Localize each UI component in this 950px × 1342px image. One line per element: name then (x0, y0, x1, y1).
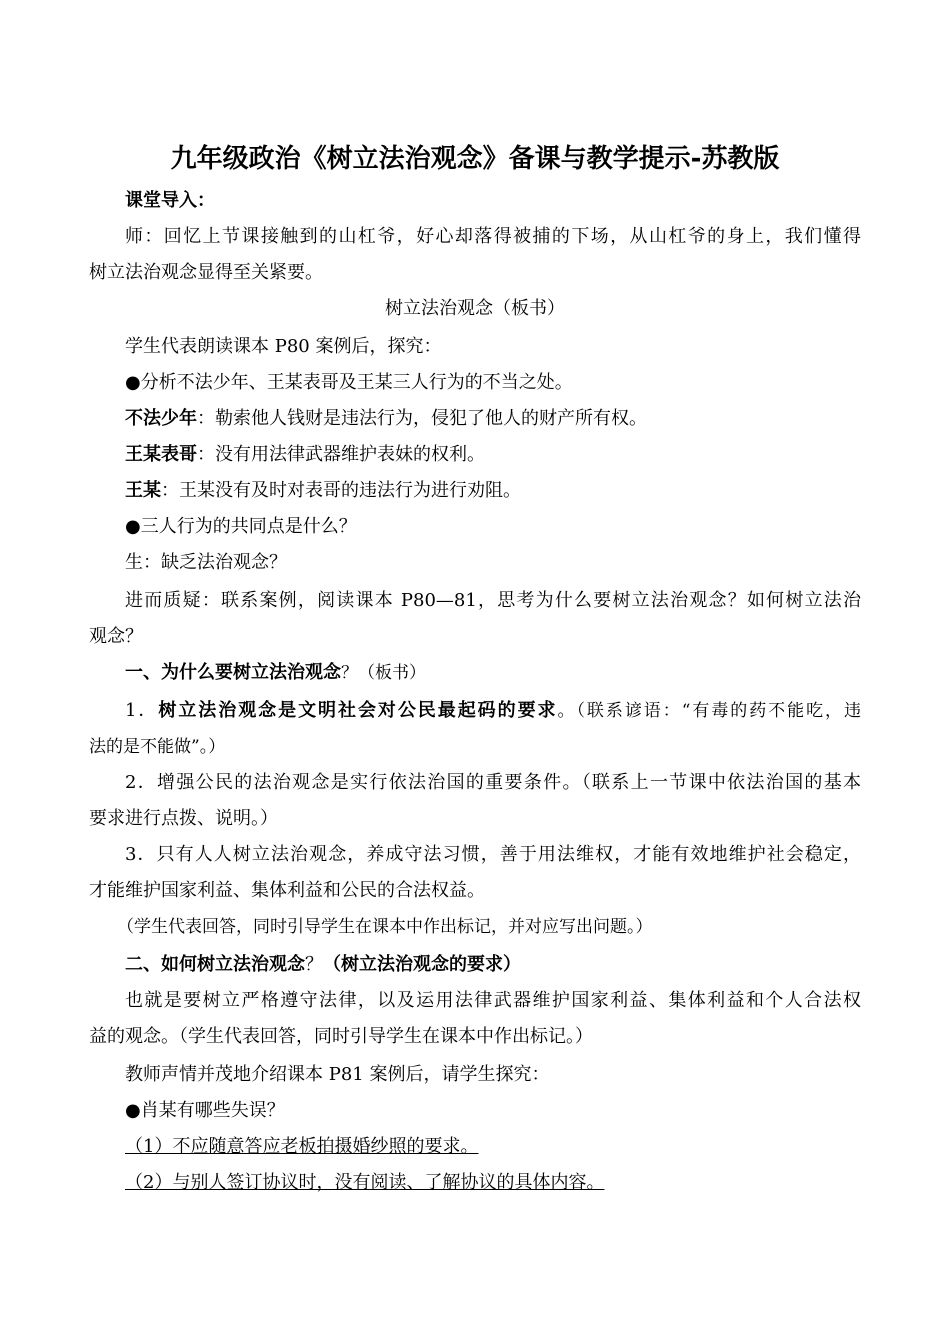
question-2: ●三人行为的共同点是什么？ (125, 516, 357, 537)
section-2-line1: 也就是要树立严格遵守法律，以及运用法律武器维护国家利益、集体利益和个人合法权 (125, 990, 861, 1011)
section-2-line2: 益的观念。（学生代表回答，同时引导学生在课本中作出标记。） (89, 1026, 593, 1047)
answer-text-1: ：勒索他人钱财是违法行为，侵犯了他人的财产所有权。 (197, 408, 647, 429)
question-3: ●肖某有哪些失误？ (125, 1100, 285, 1121)
further-question-line2: 观念？ (89, 626, 143, 647)
answer-label-2: 王某表哥 (125, 444, 197, 465)
answer-label-3: 王某 (125, 480, 161, 501)
read-case-line: 学生代表朗读课本 P80 案例后，探究： (125, 336, 442, 357)
underlined-answer-1: （1）不应随意答应老板拍摄婚纱照的要求。 (125, 1136, 479, 1157)
student-answer: 生：缺乏法治观念？ (125, 552, 287, 573)
further-question-line1: 进而质疑：联系案例，阅读课本 P80—81，思考为什么要树立法治观念？如何树立法治 (125, 590, 861, 611)
teacher-note-1: （学生代表回答，同时引导学生在课本中作出标记，并对应写出问题。） (117, 917, 653, 937)
answer-text-2: ：没有用法律武器维护表妹的权利。 (197, 444, 485, 465)
point-2-line1: 2．增强公民的法治观念是实行依法治国的重要条件。（联系上一节课中依法治国的基本 (125, 772, 861, 793)
question-1: ●分析不法少年、王某表哥及王某三人行为的不当之处。 (125, 372, 573, 393)
document-title: 九年级政治《树立法治观念》备课与教学提示-苏教版 (170, 144, 780, 174)
answer-text-3: ：王某没有及时对表哥的违法行为进行劝阻。 (161, 480, 521, 501)
answer-row-2 (125, 442, 861, 468)
answer-row-3 (125, 478, 861, 504)
point-1-line1: 1．树立法治观念是文明社会对公民最起码的要求。（联系谚语：“有毒的药不能吃，违 (125, 700, 862, 721)
point-3-line2: 才能维护国家利益、集体利益和公民的合法权益。 (89, 880, 485, 901)
section-1-heading: 一、为什么要树立法治观念？（板书） (125, 662, 426, 683)
answer-label-1: 不法少年 (125, 408, 197, 429)
answer-row-1 (125, 406, 861, 432)
point-3-line1: 3．只有人人树立法治观念，养成守法习惯，善于用法维权，才能有效地维护社会稳定， (125, 844, 861, 865)
point-2-line2: 要求进行点拨、说明。） (89, 808, 278, 829)
point-1-line2: 法的是不能做”。） (89, 737, 226, 757)
intro-paragraph-line2: 树立法治观念显得至关紧要。 (89, 262, 323, 283)
board-title: 树立法治观念（板书） (385, 298, 565, 319)
intro-paragraph-line1: 师：回忆上节课接触到的山杠爷，好心却落得被捕的下场，从山杠爷的身上，我们懂得 (125, 226, 861, 247)
teacher-case-line: 教师声情并茂地介绍课本 P81 案例后，请学生探究： (125, 1064, 550, 1085)
intro-heading: 课堂导入： (125, 190, 215, 211)
underlined-answer-2: （2）与别人签订协议时，没有阅读、了解协议的具体内容。 (125, 1172, 605, 1193)
section-2-heading: 二、如何树立法治观念？（树立法治观念的要求） (125, 954, 521, 975)
